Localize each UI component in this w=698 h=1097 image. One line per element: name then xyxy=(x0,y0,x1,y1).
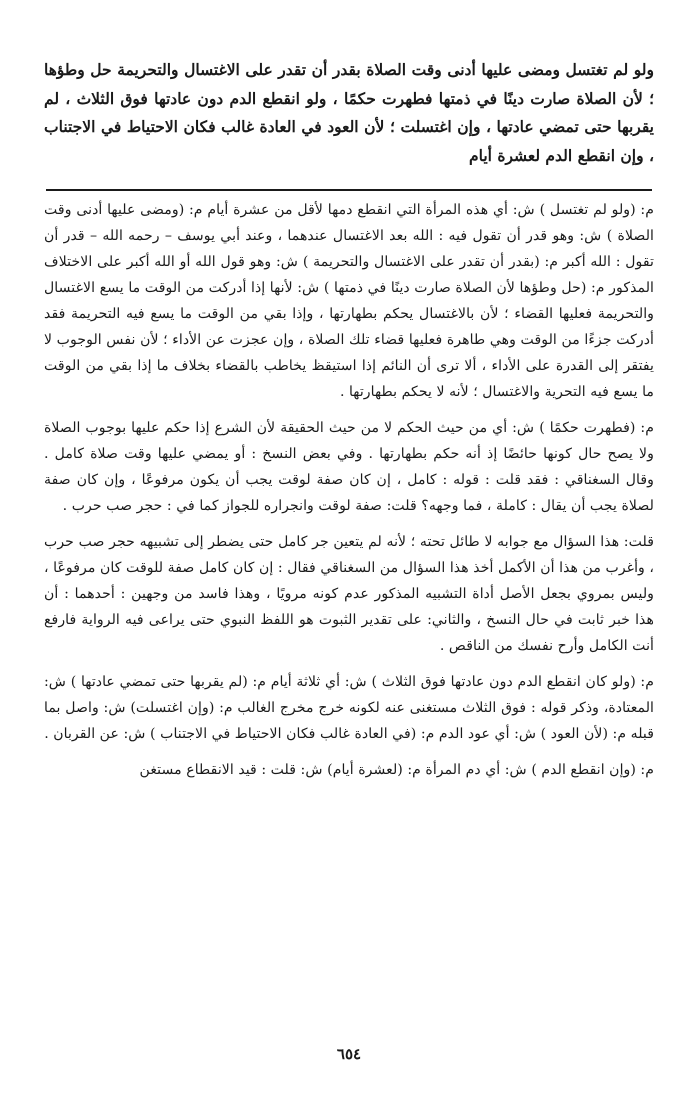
commentary-paragraph: قلت: هذا السؤال مع جوابه لا طائل تحته ؛ لأنه لم يتعين جر كامل حتى يضطر إلى تشبيهه حجر صب حرب ، وأغرب من هذا أن الأكمل أخذ هذا السؤال من السغناقي فقال : إن كان كامل صفة للوقت كان مرفوعًا ، وليس بمروي بجعل الأصل أداة التشبيه المذكور عدم كونه مرويًا ، وهذا فاسد من وجهين : أحدهما : أن هذا خبر ثابت في حال النسخ ، والثاني: على تقدير الثبوت هو اللفظ النبوي حتى يراعى فيه الرواية فارفع أنت الكامل وأرح نفسك من الناقص . xyxy=(44,534,654,654)
page-number: ٦٥٤ xyxy=(336,1045,362,1063)
commentary-paragraph: م: (ولو كان انقطع الدم دون عادتها فوق الثلاث ) ش: أي ثلاثة أيام م: (لم يقربها حتى تمضي عادتها ) ش: المعتادة، وذكر قوله : فوق الثلاث مستغنى عنه لكونه خرج مخرج الغالب م: (وإن اغتسلت) ش: واصل بما قبله م: (لأن العود ) ش: أي عود الدم م: (في العادة غالب فكان الاحتياط في الاجتناب ) ش: عن القربان . xyxy=(44,674,654,742)
page-body xyxy=(44,56,654,783)
commentary-paragraph: م: (وإن انقطع الدم ) ش: أي دم المرأة م: (لعشرة أيام) ش: قلت : قيد الانقطاع مستغن xyxy=(139,762,654,778)
commentary-paragraph: م: (فطهرت حكمًا ) ش: أي من حيث الحكم لا من حيث الحقيقة لأن الشرع إذا حكم عليها بوجوب الصلاة ولا يصح حال كونها حائضًا إذ أنه حكم بطهارتها . وفي بعض النسخ : أو يمضي عليها وقت صلاة كامل . وقال السغناقي : فقد قلت : قوله : كامل ، إن كان صفة لوقت يجب أن يكون مرفوعًا ، وإن كان صفة لصلاة يجب أن يقال : كاملة ، فما وجهه؟ قلت: صفة لوقت وانجراره للجواز كما في : حجر صب حرب . xyxy=(44,420,654,514)
commentary-paragraph: م: (ولو لم تغتسل ) ش: أي هذه المرأة التي انقطع دمها لأقل من عشرة أيام م: (ومضى عليها أدنى وقت الصلاة ) ش: وهو قدر أن تقول فيه : الله بعد الاغتسال عندهما ، وعند أبي يوسف – رحمه الله – قدر أن تقول : الله أكبر م: (بقدر أن تقدر على الاغتسال والتحريمة ) ش: وهو قول الله أو الله أكبر على الاختلاف المذكور م: (حل وطؤها لأن الصلاة صارت دينًا في ذمتها ) ش: لأنها إذا أدركت من الوقت ما يسع الاغتسال والتحريمة فعليها القضاء ؛ لأن بالاغتسال يحكم بطهارتها ، وإذا بقي من الوقت ما يسع فيه التحريمة فقد أدركت جزءًا من الوقت وهي طاهرة فعليها قضاء تلك الصلاة ، وإن عجزت عن الأداء ؛ لأن نفس الوجوب لا يفتقر إلى القدرة على الأداء ، ألا ترى أن النائم إذا استيقظ يخاطب بالقضاء بخلاف ما إذا بقي من الوقت ما يسع فيه التحرية والاغتسال ؛ لأنه لا يحكم بطهارتها . xyxy=(44,202,654,400)
main-text: ولو لم تغتسل ومضى عليها أدنى وقت الصلاة بقدر أن تقدر على الاغتسال والتحريمة حل وطؤها ؛ لأن الصلاة صارت دينًا في ذمتها فطهرت حكمًا ، ولو انقطع الدم دون عادتها فوق الثلاث ، لم يقربها حتى تمضي عادتها ، وإن اغتسلت ؛ لأن العود في العادة غالب فكان الاحتياط في الاجتناب ، وإن انقطع الدم لعشرة أيام xyxy=(44,60,654,165)
separator-rule xyxy=(46,189,652,191)
